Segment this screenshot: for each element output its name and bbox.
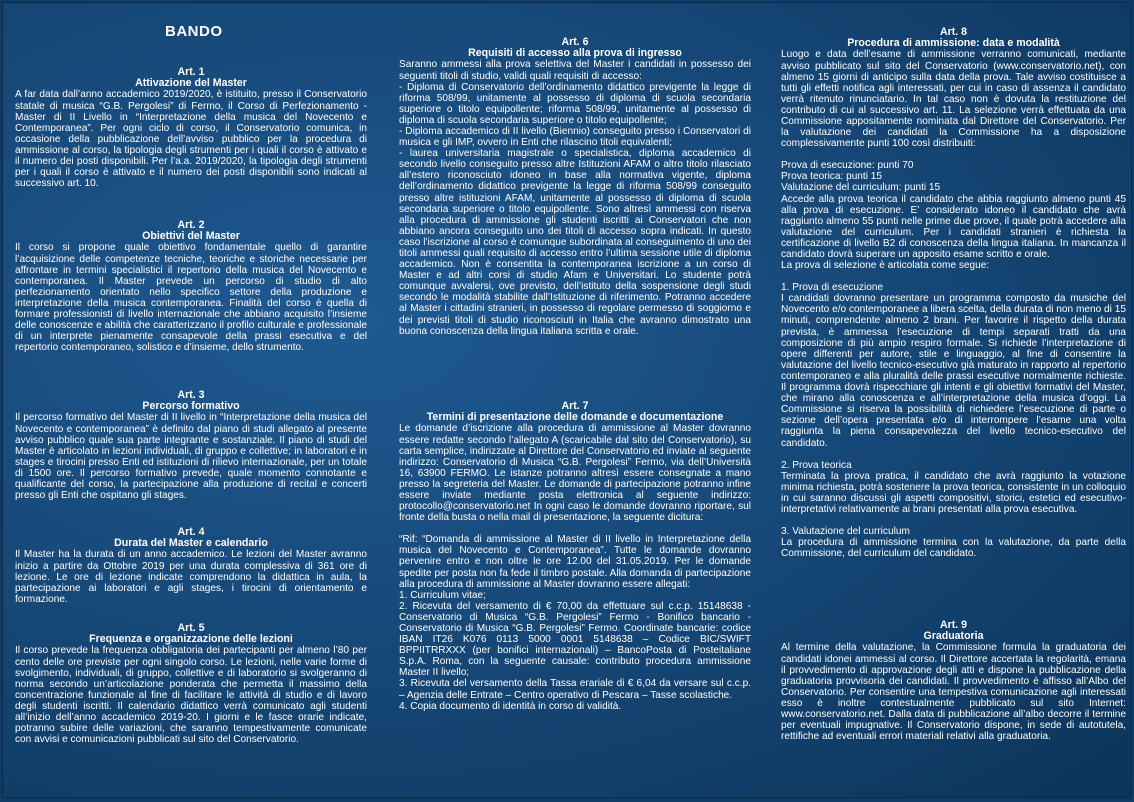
- article-4: [15, 527, 367, 605]
- article-title: Obiettivi del Master: [142, 230, 240, 243]
- article-8: [781, 27, 1126, 559]
- article-text: La prova di selezione è articolata come segue:: [781, 260, 990, 272]
- list-item: 1. Curriculum vitae;: [399, 589, 486, 601]
- article-3: [15, 390, 367, 501]
- article-text: Il Master ha la durata di un anno accademico. Le lezioni del Master avranno inizio a partire da Ottobre 2019 per una durata complessiva di 361 ore di lezione. Le ore di lezione indicate comprendono la didattica in aula, la partecipazione ai laboratori e agli stages, i tirocini di orientamento e formazione.: [15, 549, 367, 605]
- article-text: Al termine della valutazione, la Commissione formula la graduatoria dei candidati idonei ammessi al corso. Il Direttore accertata la regolarità, emana il provvedimento di approvazione degli atti e dispone la pubblicazione della graduatoria provvisoria dei candidati. Il provvedimento è affisso all’Albo del Conservatorio. Per consentire una tempestiva comunicazione agli interessati esso è inoltre contestualmente pubblicato sul sito Internet: www.conservatorio.net. Dalla data di pubblicazione all’albo decorre il termine per eventuali impugnative. Il Conservatorio dispone, in sede di autotutela, rettifiche ad eventuali errori materiali relativi alla graduatoria.: [781, 642, 1126, 743]
- article-number: Art. 2: [177, 219, 205, 231]
- list-item: 3. Ricevuta del versamento della Tassa erariale di € 6,04 da versare sul c.c.p. – Agenzia delle Entrate – Centro operativo di Pescara – Tasse scolastiche.: [399, 678, 751, 701]
- article-title: Attivazione del Master: [135, 77, 247, 90]
- list-item: 4. Copia documento di identità in corso di validità.: [399, 700, 622, 712]
- article-number: Art. 3: [177, 389, 205, 401]
- article-title: Durata del Master e calendario: [114, 537, 268, 550]
- article-2: [15, 220, 367, 353]
- article-text: La procedura di ammissione termina con la valutazione, da parte della Commissione, del curriculum del candidato.: [781, 537, 1126, 560]
- article-text: - laurea universitaria magistrale o specialistica, diploma accademico di secondo livello conseguito presso altre Istituzioni AFAM o altro titolo rilasciato all’estero riconosciuto idoneo in base alla normativa vigente, diploma dell’ordinamento didattico previgente la legge di riforma 508/99 conseguito presso altre istituzioni AFAM, unitamente al possesso di diploma di scuola secondaria superiore o titolo equipollente. Sono altresì ammessi con riserva alla procedura di ammissione gli studenti iscritti ai Conservatori che non abbiano ancora conseguito uno dei titoli di accesso sopra indicati. In questo caso l’iscrizione al corso è comunque subordinata al conseguimento di uno dei titoli ammessi quali requisito di accesso entro l’ultima sessione utile di diploma accademico. Non è consentita la contemporanea iscrizione a un corso di Master e ad altri corsi di studio Afam e Universitari. Lo studente potrà comunque avvalersi, ove previsto, dell’istituto della sospensione degli studi secondo le modalità stabilite dall’Istituzione di riferimento. Potranno accedere al Master i cittadini stranieri, in possesso di regolare permesso di soggiorno e dei previsti titoli di studio riconosciuti in Italia che avranno dimostrato una buona conoscenza della lingua italiana scritta e orale.: [399, 148, 751, 337]
- score-line: Prova di esecuzione: punti 70: [781, 160, 914, 172]
- spacer: [781, 149, 1126, 160]
- article-number: Art. 7: [561, 400, 589, 412]
- article-number: Art. 4: [177, 526, 205, 538]
- spacer: [781, 515, 1126, 526]
- article-9: [781, 620, 1126, 742]
- subsection-title: 2. Prova teorica: [781, 459, 852, 471]
- article-text: Luogo e data dell’esame di ammissione verranno comunicati, mediante avviso pubblicato sul sito del Conservatorio (www.conservatorio.net), con almeno 15 giorni di anticipo sulla data della prova. Tale avviso costituisce a tutti gli effetti notifica agli interessati, per cui in caso di assenza il candidato verrà ritenuto rinunciatario. In tal caso non è dovuta la restituzione del contributo di cui al successivo art. 11. La selezione verrà effettuata da una Commissione appositamente nominata dal Direttore del Conservatorio. Per la valutazione dei candidati la Commissione ha a disposizione complessivamente punti 100 così distribuiti:: [781, 49, 1126, 150]
- article-title: Procedura di ammissione: data e modalità: [847, 37, 1060, 50]
- spacer: [399, 523, 751, 534]
- list-item: 2. Ricevuta del versamento di € 70,00 da effettuare sul c.c.p. 15148638 - Conservatorio di Musica “G.B. Pergolesi” Fermo - Bonifico bancario - Conservatorio di Musica “G.B. Pergolesi” Fermo. Coordinate bancarie: codice IBAN IT26 K076 0113 5000 0001 5148638 – Codice BIC/SWIFT BPPIITRRXXX (per bonifici internazionali) – BancoPosta di Posteitaliane S.p.A. Roma, con la seguente causale: contributo procedura ammissione Master II livello;: [399, 600, 751, 679]
- article-text: A far data dall’anno accademico 2019/2020, è istituito, presso il Conservatorio statale di musica “G.B. Pergolesi” di Fermo, il Corso di Perfezionamento - Master di II Livello in “Interpretazione della musica del Novecento e Contemporanea”. Per ogni ciclo di corso, il Conservatorio comunica, in occasione della pubblicazione dell’avviso pubblico per la procedura di ammissione al corso, la tipologia degli strumenti per i quali il corso è attivato e il numero dei posti disponibili. Per l’a.a. 2019/2020, la tipologia degli strumenti per i quali il corso è attivato e il numero dei posti disponibili sono indicati al successivo art. 10.: [15, 89, 367, 190]
- article-text: Saranno ammessi alla prova selettiva del Master i candidati in possesso dei seguenti titoli di studio, validi quali requisiti di accesso:: [399, 59, 751, 82]
- article-number: Art. 6: [561, 36, 589, 48]
- column-3: [781, 3, 1126, 797]
- article-text: - Diploma accademico di II livello (Biennio) conseguito presso i Conservatori di musica e gli IMP, ovvero in Enti che rilascino titoli equivalenti;: [399, 125, 751, 149]
- score-line: Valutazione del curriculum: punti 15: [781, 182, 941, 194]
- article-text: Accede alla prova teorica il candidato che abbia raggiunto almeno punti 45 alla prova di esecuzione. E’ considerato idoneo il candidato che avrà raggiunto almeno 55 punti nelle prime due prove, il quale potrà accedere alla valutazione del curriculum. Per i candidati stranieri è richiesta la certificazione di livello B2 di conoscenza della lingua italiana. In mancanza il candidato dovrà superare un apposito esame scritto e orale.: [781, 193, 1126, 260]
- article-text: Il corso si propone quale obiettivo fondamentale quello di garantire l’acquisizione delle competenze tecniche, teoriche e storiche necessarie per affrontare in termini specialistici il repertorio della musica del Novecento e contemporanea. Il Master prevede un percorso di studio di alto perfezionamento orientato nello specifico settore della produzione e interpretazione della musica contemporanea. Finalità del corso è quella di formare professionisti di livello internazionale che abbiano acquisito l’insieme delle conoscenze e abilità che caratterizzano il profilo culturale e professionale di un interprete pienamente consapevole della prassi esecutiva e del repertorio contemporaneo, solistico e d’insieme, dello strumento.: [15, 242, 367, 354]
- column-1: [15, 3, 367, 797]
- article-6: [399, 37, 751, 337]
- subsection-title: 3. Valutazione del curriculum: [781, 526, 910, 538]
- article-7: [399, 401, 751, 712]
- article-number: Art. 8: [939, 26, 968, 38]
- article-title: Frequenza e organizzazione delle lezioni: [89, 633, 293, 646]
- article-title: Requisiti di accesso alla prova di ingresso: [468, 47, 682, 60]
- article-title: Termini di presentazione delle domande e documentazione: [426, 411, 724, 424]
- article-5: [15, 623, 367, 745]
- column-2: [399, 3, 751, 797]
- article-number: Art. 5: [177, 622, 205, 634]
- spacer: [781, 449, 1126, 460]
- article-number: Art. 1: [177, 66, 205, 78]
- article-text: Il corso prevede la frequenza obbligatoria dei partecipanti per almeno l’80 per cento delle ore previste per ogni singolo corso. Le lezioni, nelle varie forme di svolgimento, individuali, di gruppo, collettive e di laboratorio si svolgeranno di norma secondo un’articolazione ponderata che permetta il massimo della concentrazione funzionale al fine di facilitare le attività di studio e di lavoro degli studenti iscritti. Il calendario didattico verrà comunicato agli studenti all’inizio dell’anno accademico 2019-20. I giorni e le fasce orarie indicate, potranno subire delle variazioni, che saranno tempestivamente comunicate con avvisi e comunicazioni pubblicati sul sito del Conservatorio.: [15, 645, 367, 746]
- article-text: Le domande d’iscrizione alla procedura di ammissione al Master dovranno essere redatte secondo l’allegato A (scaricabile dal sito del Conservatorio), su carta semplice, indirizzate al Direttore del Conservatorio ed inviate al seguente indirizzo: Conservatorio di Musica “G.B. Pergolesi” Fermo, via dell’Università 16, 63900 FERMO. Le istanze potranno altresì essere consegnate a mano presso la segreteria del Master. Le domande di partecipazione potranno infine essere inviate mediante posta elettronica al seguente indirizzo: protocollo@conservatorio.net In ogni caso le domande dovranno riportare, sul fronte della busta o nella mail di presentazione, la seguente dicitura:: [399, 423, 751, 524]
- brochure-page: [2, 2, 1132, 798]
- article-1: [15, 67, 367, 189]
- bando-title: BANDO: [165, 23, 223, 40]
- article-title: Percorso formativo: [142, 400, 240, 413]
- article-text: Terminata la prova pratica, il candidato che avrà raggiunto la votazione minima richiesta, potrà sostenere la prova teorica, consistente in un colloquio in cui saranno discussi gli aspetti compositivi, storici, estetici ed esecutivo-interpretativi relativamente ai brani presentati alla prova esecutiva.: [781, 470, 1126, 515]
- article-title: Graduatoria: [923, 630, 984, 643]
- article-text: Il percorso formativo del Master di II livello in “Interpretazione della musica del Novecento e contemporanea” è definito dal piano di studi allegato al presente avviso pubblico quale sua parte integrante e sostanziale. Il piano di studi del Master è articolato in lezioni individuali, di gruppo e collettive; in laboratori e in stages e tirocini presso Enti ed istituzioni di rilievo internazionale, per un totale di 1500 ore. Il percorso formativo prevede, quale momento connotante e qualificante del corso, la partecipazione alla produzione di recital e concerti presso gli Enti che ospitano gli stages.: [15, 412, 367, 502]
- subsection-title: 1. Prova di esecuzione: [781, 282, 884, 294]
- spacer: [781, 271, 1126, 282]
- article-number: Art. 9: [939, 619, 968, 631]
- article-text: “Rif: “Domanda di ammissione al Master di II livello in Interpretazione della musica del Novecento e Contemporanea”. Tutte le domande dovranno pervenire entro e non oltre le ore 12.00 del 31.05.2019. Per le domande spedite per posta non fa fede il timbro postale. Alla domanda di partecipazione alla procedura di ammissione al Master dovranno essere allegati:: [399, 534, 751, 590]
- score-line: Prova teorica: punti 15: [781, 171, 882, 183]
- article-text: I candidati dovranno presentare un programma composto da musiche del Novecento e/o contemporanee a libera scelta, della durata di non meno di 15 minuti, comprendente almeno 2 brani. Per favorire il rispetto della durata prevista, è ammessa l’esecuzione di tempi separati tratti da una composizione di più ampio respiro formale. Si richiede l’interpretazione di opere differenti per autore, stile e linguaggio, al fine di consentire la valutazione del livello tecnico-esecutivo già maturato in rapporto al repertorio contemporaneo e alla pluralità delle prassi esecutive normalmente richieste. Il programma dovrà rispecchiare gli intenti e gli obiettivi formativi del Master, che mirano alla conoscenza e all’interpretazione della musica d’oggi. La Commissione si riserva la possibilità di richiedere l’esecuzione di parte o sezione dell’opera presentata e/o di interrompere l’esame una volta raggiunta la piena consapevolezza del livello tecnico-esecutivo del candidato.: [781, 293, 1126, 449]
- article-text: - Diploma di Conservatorio dell’ordinamento didattico previgente la legge di riforma 508/99, unitamente al possesso di diploma di scuola secondaria superiore o titolo equipollente; riforma 508/99, unitamente al possesso di diploma di scuola secondaria superiore o titolo equipollente;: [399, 81, 751, 126]
